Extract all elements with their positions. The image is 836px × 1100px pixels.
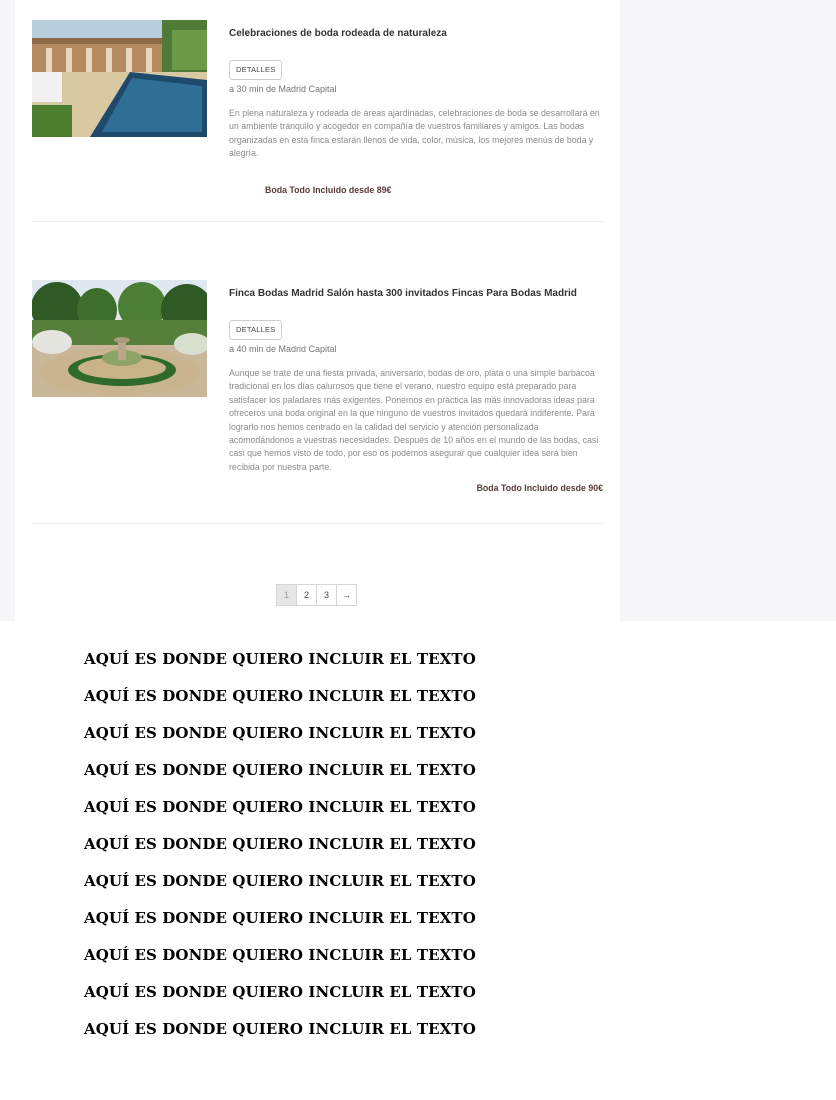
venue-info: [229, 20, 603, 196]
placeholder-text-line: AQUÍ ES DONDE QUIERO INCLUIR EL TEXTO: [84, 946, 476, 964]
details-button[interactable]: DETALLES: [229, 320, 282, 340]
placeholder-text-line: AQUÍ ES DONDE QUIERO INCLUIR EL TEXTO: [84, 872, 476, 890]
venue-title[interactable]: Celebraciones de boda rodeada de naturaleza: [229, 28, 447, 39]
venue-photo-pool[interactable]: [32, 20, 207, 137]
garden-fountain-image: [32, 280, 207, 397]
placeholder-text-line: AQUÍ ES DONDE QUIERO INCLUIR EL TEXTO: [84, 983, 476, 1001]
placeholder-text-line: AQUÍ ES DONDE QUIERO INCLUIR EL TEXTO: [84, 650, 476, 668]
next-page-button[interactable]: →: [336, 584, 357, 606]
venue-info: [229, 280, 603, 494]
venue-price: Boda Todo Incluido desde 90€: [476, 483, 603, 494]
page-1-button[interactable]: 1: [276, 584, 297, 606]
venue-distance: a 40 min de Madrid Capital: [229, 344, 337, 354]
placeholder-text-line: AQUÍ ES DONDE QUIERO INCLUIR EL TEXTO: [84, 798, 476, 816]
placeholder-text-line: AQUÍ ES DONDE QUIERO INCLUIR EL TEXTO: [84, 1020, 476, 1038]
venue-photo-garden[interactable]: [32, 280, 207, 397]
listing-divider: [32, 523, 603, 524]
venue-description: Aunque se trate de una fiesta privada, aniversario, bodas de oro, plata o una simple barbacoa tradicional en los días calurosos que tiene el verano, nuestro equipo está preparado para satisfacer los paladares más exigentes. Ponemos en práctica las más innovadoras ideas para ofreceros una boda original en la que ninguno de vuestros invitados quedará indiferente. Para lograrlo nos hemos centrado en la calidad del servicio y atención personalizada acomodándonos a vuestras necesidades. Después de 10 años en el mundo de las bodas, casi casi que hemos visto de todo, por eso os podemos asegurar que cualquier idea será bien recibida por nuestra parte.: [229, 368, 599, 472]
listing-divider: [32, 221, 603, 222]
placeholder-text-line: AQUÍ ES DONDE QUIERO INCLUIR EL TEXTO: [84, 687, 476, 705]
pool-courtyard-image: [32, 20, 207, 137]
placeholder-text-block: [84, 648, 476, 1055]
venue-title[interactable]: Finca Bodas Madrid Salón hasta 300 invitados Fincas Para Bodas Madrid: [229, 288, 577, 299]
venue-price: Boda Todo Incluido desde 89€: [265, 184, 392, 195]
placeholder-text-line: AQUÍ ES DONDE QUIERO INCLUIR EL TEXTO: [84, 761, 476, 779]
placeholder-text-line: AQUÍ ES DONDE QUIERO INCLUIR EL TEXTO: [84, 724, 476, 742]
page-3-button[interactable]: 3: [316, 584, 337, 606]
placeholder-text-line: AQUÍ ES DONDE QUIERO INCLUIR EL TEXTO: [84, 835, 476, 853]
page-2-button[interactable]: 2: [296, 584, 317, 606]
placeholder-text-line: AQUÍ ES DONDE QUIERO INCLUIR EL TEXTO: [84, 909, 476, 927]
venue-distance: a 30 min de Madrid Capital: [229, 84, 337, 94]
pagination: [276, 584, 357, 606]
details-button[interactable]: DETALLES: [229, 60, 282, 80]
venue-description: En plena naturaleza y rodeada de áreas ajardinadas, celebraciones de boda se desarrollará en un ambiente tranquilo y acogedor en compañía de vuestros familiares y amigos. Las bodas organizadas en esta finca estarán llenos de vida, color, música, los mejores menús de boda y alegría.: [229, 108, 600, 159]
